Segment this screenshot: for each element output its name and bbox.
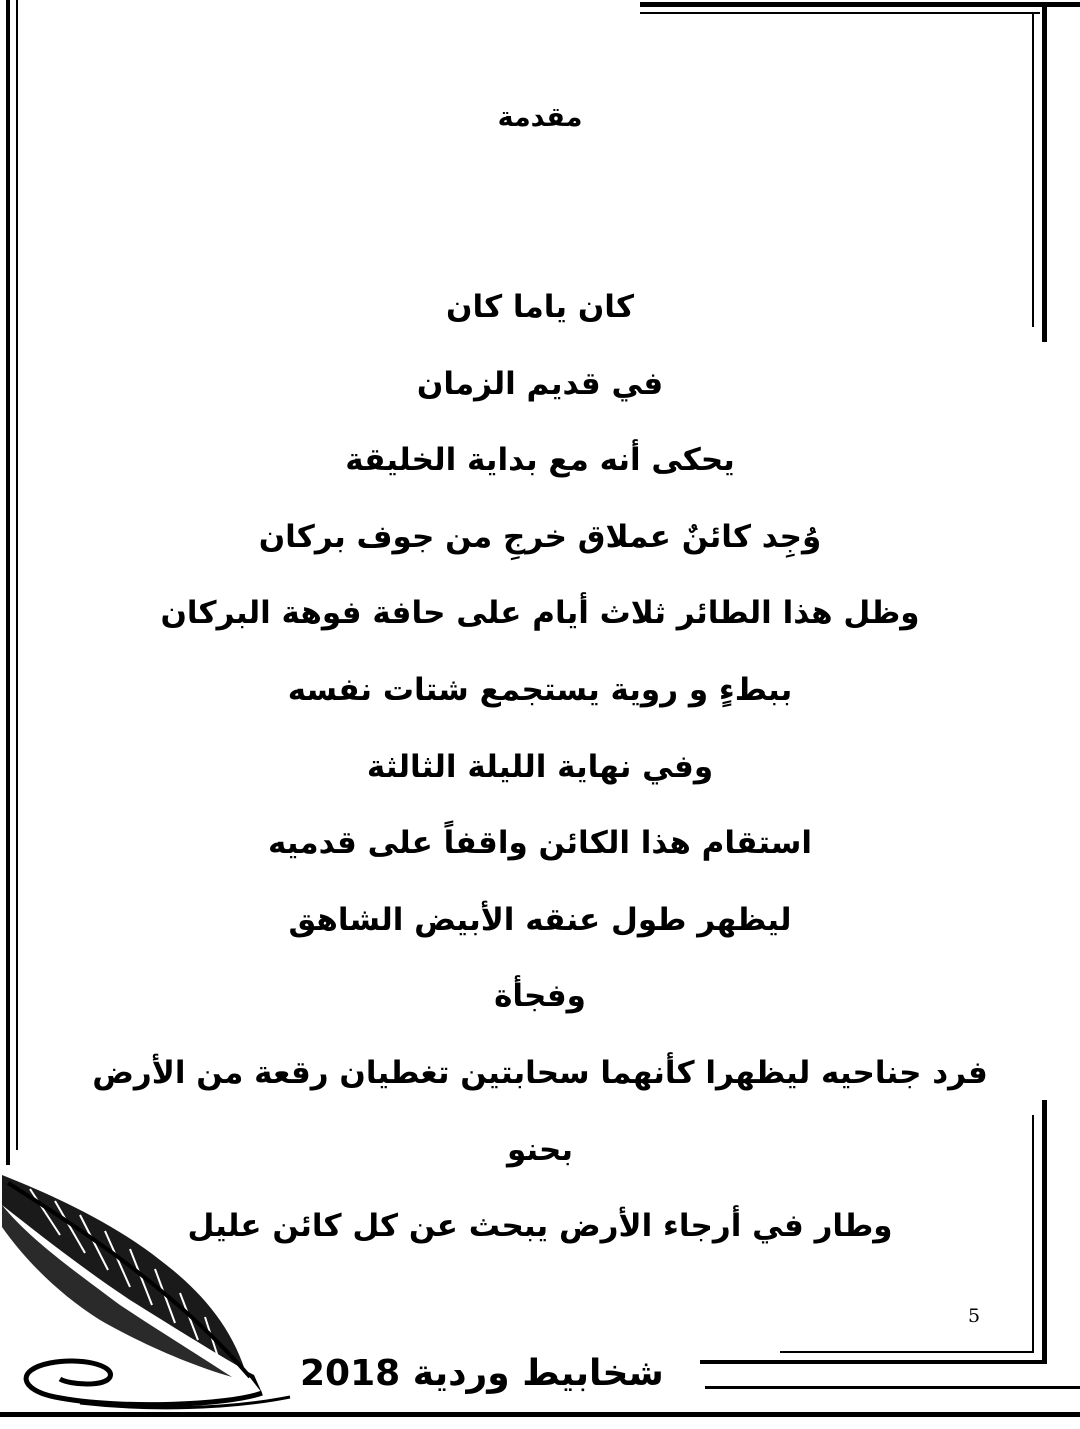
frame-bottom-outer [700, 1360, 1047, 1364]
frame-left-outer [6, 0, 10, 1165]
frame-right-top-inner [1032, 12, 1034, 327]
quill-feather-icon [0, 1165, 310, 1415]
poem-line: يحكى أنه مع بداية الخليقة [345, 442, 735, 479]
frame-top-inner [640, 12, 1040, 14]
frame-top [640, 2, 1080, 7]
poem-body [60, 282, 1020, 1278]
poem-line: كان ياما كان [446, 289, 634, 325]
poem-line: وُجِد كائنٌ عملاق خرجِ من جوف بركان [258, 518, 822, 555]
poem-line: وطار في أرجاء الأرض يبحث عن كل كائن عليل [187, 1208, 893, 1245]
frame-right-bottom-inner [1032, 1115, 1034, 1351]
poem-line: ليظهر طول عنقه الأبيض الشاهق [288, 901, 792, 938]
frame-left-inner [16, 0, 18, 1150]
poem-line: وفجأة [494, 978, 586, 1015]
poem-line: بحنو [506, 1131, 574, 1168]
poem-line: في قديم الزمان [416, 365, 664, 402]
page-title: مقدمة [497, 102, 583, 133]
frame-right-bottom-outer [1042, 1100, 1047, 1362]
page-number: 5 [968, 1305, 981, 1327]
poem-line: وظل هذا الطائر ثلاث أيام على حافة فوهة البركان [160, 595, 920, 632]
poem-line: ببطءٍ و روية يستجمع شتات نفسه [287, 671, 793, 708]
poem-line: فرد جناحيه ليظهرا كأنهما سحابتين تغطيان رقعة من الأرض [92, 1054, 988, 1091]
brand-logo-text: شخابيط وردية 2018 [300, 1353, 664, 1394]
footer-rule-right [705, 1386, 1080, 1389]
frame-bottom-inner [780, 1351, 1034, 1353]
frame-right-top-outer [1042, 2, 1047, 342]
poem-line: وفي نهاية الليلة الثالثة [366, 748, 714, 785]
poem-line: استقام هذا الكائن واقفاً على قدميه [267, 825, 813, 862]
